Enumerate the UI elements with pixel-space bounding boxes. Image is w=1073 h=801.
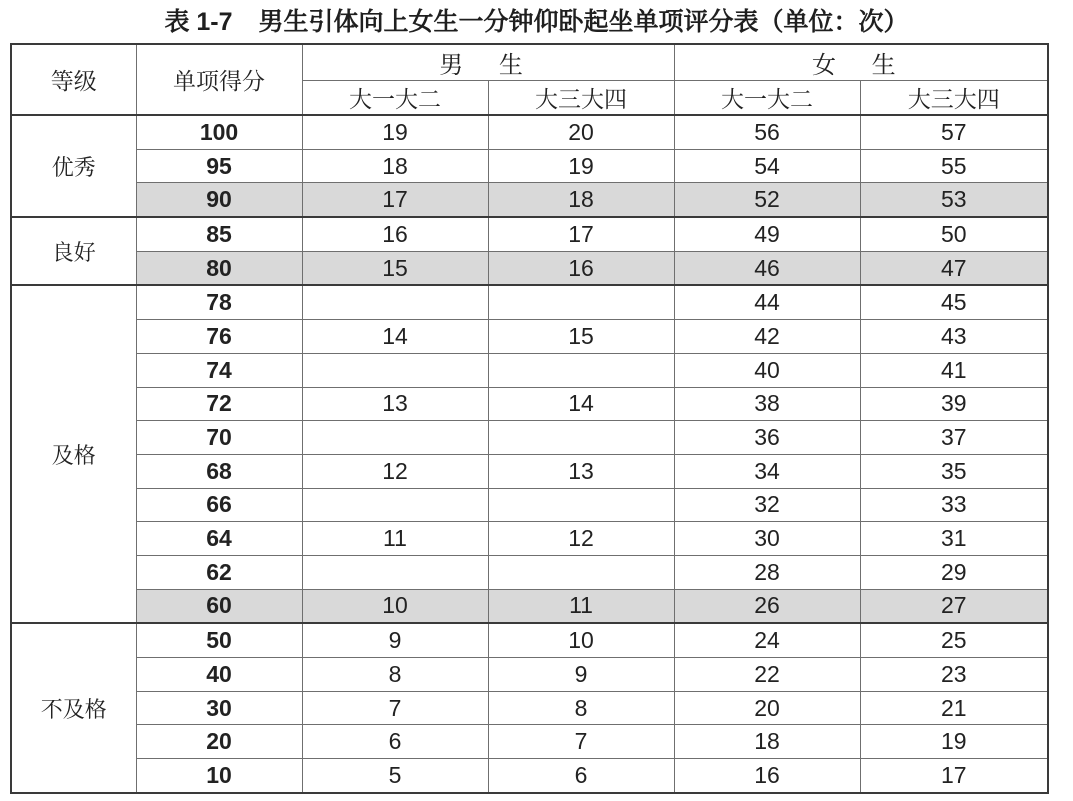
male-year34-cell: 15: [488, 320, 674, 354]
score-cell: 70: [136, 421, 302, 455]
male-year12-cell: 5: [302, 759, 488, 793]
score-cell: 78: [136, 285, 302, 319]
female-year34-cell: 31: [860, 522, 1048, 556]
female-year12-cell: 26: [674, 589, 860, 623]
male-year34-cell: [488, 555, 674, 589]
female-year34-cell: 43: [860, 320, 1048, 354]
male-year34-cell: [488, 421, 674, 455]
male-year12-cell: [302, 285, 488, 319]
header-grade: 等级: [11, 44, 136, 115]
male-year34-cell: 17: [488, 217, 674, 251]
female-year12-cell: 52: [674, 183, 860, 217]
female-year34-cell: 19: [860, 725, 1048, 759]
table-row: [11, 488, 1048, 522]
female-year34-cell: 17: [860, 759, 1048, 793]
score-cell: 90: [136, 183, 302, 217]
male-year34-cell: 6: [488, 759, 674, 793]
male-year34-cell: [488, 353, 674, 387]
table-row: [11, 658, 1048, 692]
female-year34-cell: 23: [860, 658, 1048, 692]
header-female-year34: 大三大四: [860, 81, 1048, 116]
male-year12-cell: 16: [302, 217, 488, 251]
female-year12-cell: 32: [674, 488, 860, 522]
table-row: [11, 217, 1048, 251]
table-row: [11, 320, 1048, 354]
score-cell: 72: [136, 387, 302, 421]
female-year34-cell: 47: [860, 251, 1048, 285]
header-male: 男 生: [302, 44, 674, 81]
male-year34-cell: 9: [488, 658, 674, 692]
male-year12-cell: 9: [302, 623, 488, 657]
female-year12-cell: 42: [674, 320, 860, 354]
score-cell: 68: [136, 454, 302, 488]
score-cell: 10: [136, 759, 302, 793]
male-year34-cell: 19: [488, 149, 674, 183]
male-year34-cell: 20: [488, 115, 674, 149]
female-year12-cell: 49: [674, 217, 860, 251]
header-row-top: [11, 44, 1048, 81]
table-row: [11, 759, 1048, 793]
male-year34-cell: 11: [488, 589, 674, 623]
female-year12-cell: 38: [674, 387, 860, 421]
score-cell: 80: [136, 251, 302, 285]
table-row: [11, 691, 1048, 725]
table-row: [11, 421, 1048, 455]
table-row: [11, 115, 1048, 149]
table-number: 表 1-7: [164, 8, 233, 36]
header-male-year34: 大三大四: [488, 81, 674, 116]
header-female: 女 生: [674, 44, 1048, 81]
female-year12-cell: 40: [674, 353, 860, 387]
score-cell: 64: [136, 522, 302, 556]
score-cell: 100: [136, 115, 302, 149]
grade-cell: 优秀: [11, 115, 136, 217]
female-year34-cell: 39: [860, 387, 1048, 421]
table-caption: [0, 0, 1073, 44]
male-year12-cell: [302, 488, 488, 522]
score-cell: 30: [136, 691, 302, 725]
male-year34-cell: 8: [488, 691, 674, 725]
female-year34-cell: 53: [860, 183, 1048, 217]
female-year12-cell: 46: [674, 251, 860, 285]
table-row: [11, 149, 1048, 183]
female-year34-cell: 21: [860, 691, 1048, 725]
table-row: [11, 183, 1048, 217]
table-title: 男生引体向上女生一分钟仰卧起坐单项评分表（单位：次）: [258, 7, 909, 36]
header-male-year12: 大一大二: [302, 81, 488, 116]
table-row: [11, 623, 1048, 657]
female-year12-cell: 18: [674, 725, 860, 759]
female-year34-cell: 55: [860, 149, 1048, 183]
table-row: [11, 522, 1048, 556]
female-year34-cell: 50: [860, 217, 1048, 251]
score-cell: 66: [136, 488, 302, 522]
male-year12-cell: 11: [302, 522, 488, 556]
table-row: [11, 387, 1048, 421]
score-cell: 40: [136, 658, 302, 692]
score-cell: 74: [136, 353, 302, 387]
grade-cell: 不及格: [11, 623, 136, 792]
table-row: [11, 725, 1048, 759]
table-row: [11, 555, 1048, 589]
table-row: [11, 251, 1048, 285]
table-row: [11, 454, 1048, 488]
male-year34-cell: 13: [488, 454, 674, 488]
female-year12-cell: 36: [674, 421, 860, 455]
male-year12-cell: 15: [302, 251, 488, 285]
header-female-year12: 大一大二: [674, 81, 860, 116]
female-year34-cell: 29: [860, 555, 1048, 589]
table-row: [11, 285, 1048, 319]
female-year12-cell: 54: [674, 149, 860, 183]
female-year12-cell: 56: [674, 115, 860, 149]
male-year12-cell: 17: [302, 183, 488, 217]
score-cell: 60: [136, 589, 302, 623]
male-year12-cell: 12: [302, 454, 488, 488]
female-year34-cell: 35: [860, 454, 1048, 488]
female-year12-cell: 24: [674, 623, 860, 657]
female-year34-cell: 25: [860, 623, 1048, 657]
scoring-table: [10, 43, 1049, 794]
male-year34-cell: 14: [488, 387, 674, 421]
female-year12-cell: 28: [674, 555, 860, 589]
score-cell: 62: [136, 555, 302, 589]
male-year12-cell: [302, 421, 488, 455]
female-year34-cell: 37: [860, 421, 1048, 455]
male-year34-cell: 16: [488, 251, 674, 285]
male-year12-cell: [302, 353, 488, 387]
male-year34-cell: [488, 285, 674, 319]
female-year12-cell: 44: [674, 285, 860, 319]
female-year34-cell: 57: [860, 115, 1048, 149]
score-cell: 20: [136, 725, 302, 759]
male-year12-cell: 10: [302, 589, 488, 623]
grade-cell: 及格: [11, 285, 136, 623]
male-year12-cell: 14: [302, 320, 488, 354]
header-score: 单项得分: [136, 44, 302, 115]
male-year34-cell: 12: [488, 522, 674, 556]
table-row: [11, 353, 1048, 387]
score-cell: 50: [136, 623, 302, 657]
female-year34-cell: 45: [860, 285, 1048, 319]
male-year12-cell: 6: [302, 725, 488, 759]
male-year12-cell: 18: [302, 149, 488, 183]
male-year12-cell: 8: [302, 658, 488, 692]
male-year12-cell: 19: [302, 115, 488, 149]
table-row: [11, 589, 1048, 623]
female-year34-cell: 41: [860, 353, 1048, 387]
male-year12-cell: 13: [302, 387, 488, 421]
female-year34-cell: 33: [860, 488, 1048, 522]
table-body: [11, 115, 1048, 793]
score-cell: 85: [136, 217, 302, 251]
score-cell: 76: [136, 320, 302, 354]
female-year12-cell: 16: [674, 759, 860, 793]
female-year12-cell: 20: [674, 691, 860, 725]
table-header: [11, 44, 1048, 115]
female-year12-cell: 22: [674, 658, 860, 692]
female-year12-cell: 30: [674, 522, 860, 556]
score-cell: 95: [136, 149, 302, 183]
male-year34-cell: 7: [488, 725, 674, 759]
male-year12-cell: [302, 555, 488, 589]
male-year34-cell: 10: [488, 623, 674, 657]
female-year34-cell: 27: [860, 589, 1048, 623]
male-year12-cell: 7: [302, 691, 488, 725]
female-year12-cell: 34: [674, 454, 860, 488]
male-year34-cell: [488, 488, 674, 522]
grade-cell: 良好: [11, 217, 136, 285]
male-year34-cell: 18: [488, 183, 674, 217]
